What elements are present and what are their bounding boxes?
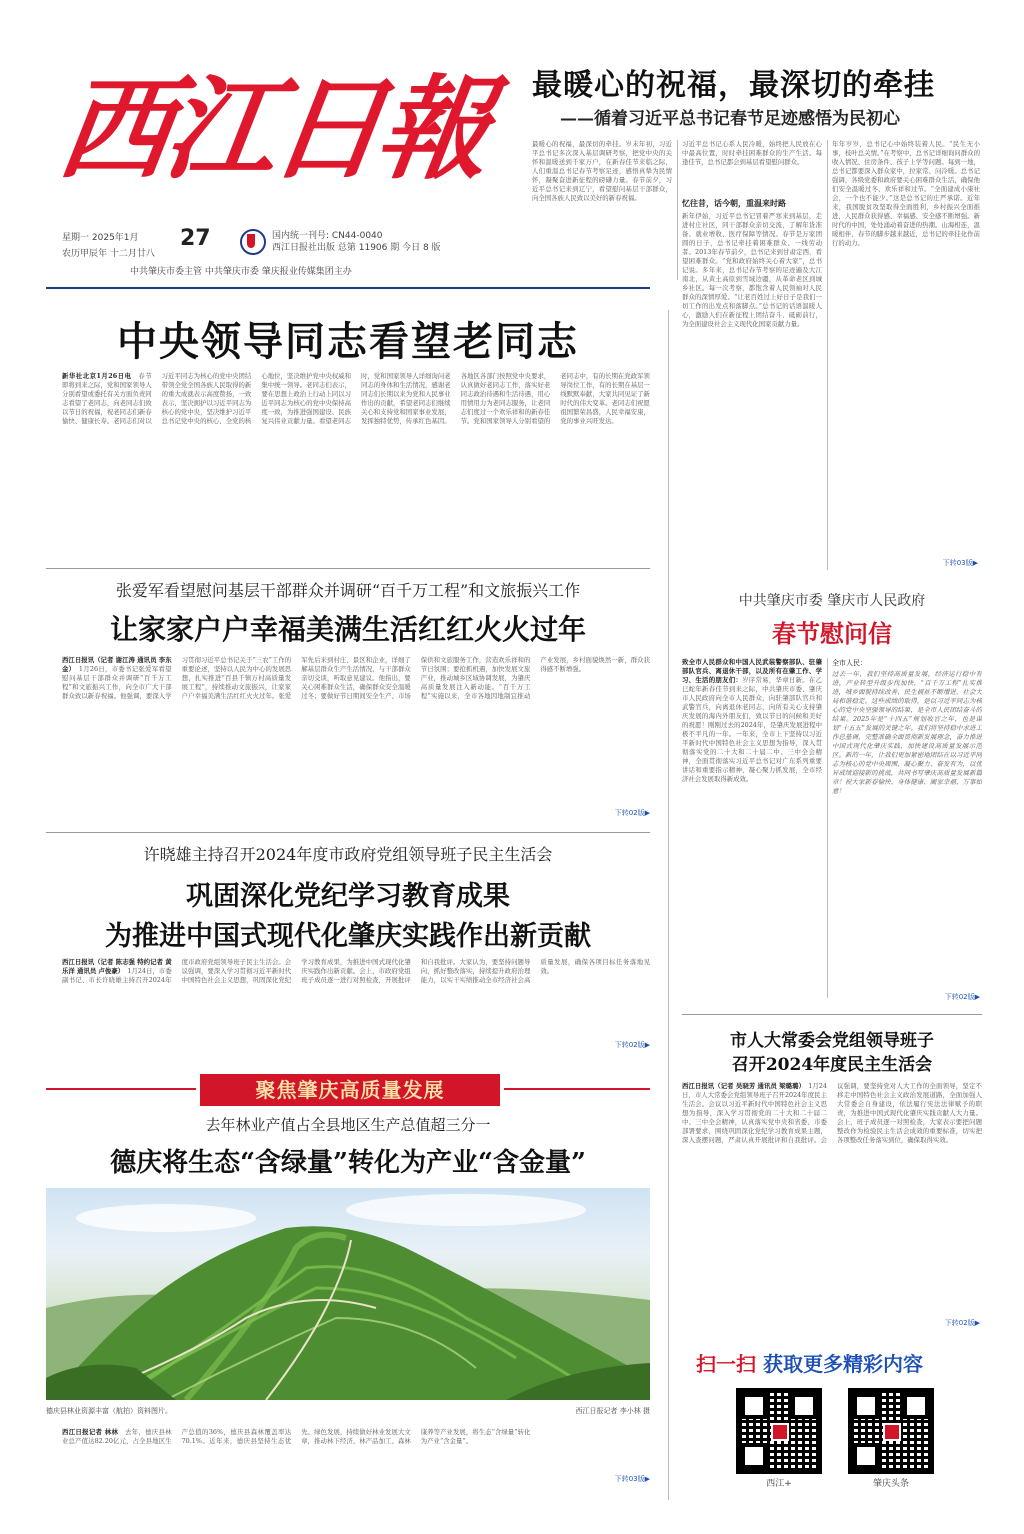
sponsor-line: 中共肇庆市委主管 中共肇庆市委 肇庆报业传媒集团主办: [130, 267, 352, 277]
lead-dateline: 新华社北京1月26日电: [62, 372, 132, 380]
letter-jump: 下转02版▶: [944, 993, 980, 1001]
feature-banner: 聚焦肇庆高质量发展: [200, 1074, 500, 1106]
top-right-col1: 最暖心的祝福，最深切的牵挂。岁末年初，习近平总书记多次深入基层调研考察，把党中央的关怀和温暖送到千家万户，在新春佳节来临之际，人们重温总书记春节考察足迹，感悟真挚为民情怀，凝聚奋进新征程的磅礴力量。春节前夕，习近平总书记来到辽宁，看望慰问基层干部群众，向全国各族人民致以美好的新春祝福。: [532, 140, 672, 202]
weekday: 星期一: [62, 233, 90, 243]
story3-jump: 下转02版▶: [614, 1041, 650, 1049]
top-right-section-head: 忆往昔，话今朝，重温来时路: [682, 199, 786, 208]
issue-number: 总第 11906 期 今日 8 版: [337, 243, 441, 253]
story3-headline2: 为推进中国式现代化肇庆实践作出新贡献: [105, 921, 591, 952]
story3-byline: 西江日报讯（记者 陈志强 特约记者 黄乐洋 通讯员 卢俊豪）: [62, 958, 172, 975]
story2-byline: 西江日报讯（记者 谢江涛 通讯员 李东金）: [62, 656, 172, 673]
scan-more-label: 获取更多精彩内容: [762, 1352, 923, 1376]
date: 2025年1月: [91, 233, 139, 243]
letter-salutation: 全市人民：: [832, 659, 867, 667]
logo-icon: [240, 229, 266, 255]
story3-kicker: 许晓雄主持召开2024年度市政府党组领导班子民主生活会: [143, 845, 553, 864]
feature-byline: 西江日报记者 林林: [62, 1428, 119, 1436]
publisher: 西江日报社出版: [272, 243, 336, 253]
hill-landscape-image: [46, 1188, 650, 1400]
feature-jump: 下转03版▶: [614, 1475, 650, 1483]
letter-title: 春节慰问信: [772, 619, 892, 648]
day-number: 27: [180, 226, 211, 251]
story2-headline: 让家家户户幸福美满生活红红火火过年: [109, 613, 586, 646]
letter-issuer: 中共肇庆市委 肇庆市人民政府: [738, 593, 926, 609]
lead-body: 新华社北京1月26日电 春节即将到来之际，党和国家领导人分别看望或委托有关方面负责同志看望了老同志，向老同志们致以节日的祝福，祝老同志们新春愉快、健康长寿。老同志们对以习近平同志为核心的党中央团结带领全党全国各族人民取得的新的重大成就表示高度赞扬，一致表示，坚决拥护以习近平同志为核心的党中央，坚决维护习近平总书记党中央的核心、全党的核心地位，坚决维护党中央权威和集中统一领导。老同志们表示，要在思想上政治上行动上同以习近平同志为核心的党中央保持高度一致，为推进强国建设、民族复兴伟业贡献力量。看望老同志时，党和国家领导人详细询问老同志的身体和生活情况，感谢老同志们长期以来为党和人民事业作出的贡献，希望老同志们继续关心和支持党和国家事业发展，发挥独特优势，传承红色基因。各地区各部门按照党中央要求，认真做好老同志工作，落实好老同志政治待遇和生活待遇，用心用情用力为老同志服务，让老同志们度过一个欢乐祥和的新春佳节。党和国家领导人分别看望的老同志中，有的长期在党政军领导岗位工作，有的长期在基层一线默默奉献，大家共同见证了新时代的伟大变革。老同志们祝愿祖国繁荣昌盛，人民幸福安康，党的事业兴旺发达。: [62, 372, 650, 425]
letter-body-col2: 过去一年，我们坚持高质量发展，经济运行稳中有进，产业转型升级步伐加快，“百千万工程”扎实推进，城乡面貌持续改善，民生福祉不断增进，社会大局和谐稳定。这些成绩的取得，是以习近平同志为核心的党中央坚强领导的结果，是全市人民团结奋斗的结果。2025年是“十四五”规划收官之年，也是谋划“十五五”发展的关键之年。我们将坚持稳中求进工作总基调，完整准确全面贯彻新发展理念，奋力推进中国式现代化肇庆实践，加快建设高质量发展示范区。新的一年，让我们更加紧密地团结在以习近平同志为核心的党中央周围，凝心聚力、奋发有为，以优异成绩迎接新的挑战，共同书写肇庆高质量发展新篇章！祝大家新春愉快、身体健康、阖家幸福、万事如意！: [832, 670, 982, 795]
story4-jump: 下转02版▶: [944, 1319, 980, 1327]
letter-body-col1: 致全市人民群众和中国人民武装警察部队、驻肇部队官兵、离退休干部，以及所有在肇工作、学习、生活的朋友们：岁序常易，华章日新。在乙巳蛇年新春佳节到来之际，中共肇庆市委、肇庆市人民政府向全市人民群众，向驻肇部队官兵和武警官兵，向离退休老同志，向所有关心支持肇庆发展的海内外朋友们，致以节日的问候和美好的祝愿！刚刚过去的2024年，是肇庆发展进程中极不平凡的一年。一年来，全市上下坚持以习近平新时代中国特色社会主义思想为指导，深入贯彻落实党的二十大和二十届二中、三中全会精神，全面贯彻落实习近平总书记对广东系列重要讲话和重要指示精神，凝心聚力抓发展，全市经济社会发展取得新成效。: [682, 658, 822, 783]
qr2-label: 肇庆头条: [872, 1479, 909, 1489]
top-right-subhead: ——循着习近平总书记春节足迹感悟为民初心: [560, 109, 900, 129]
feature-body: 西江日报记者 林林 去年，德庆县林业总产值达82.20亿元，占全县地区生产总值的36%，德庆县森林覆盖率达70.1%。近年来，德庆县坚持生态优先、绿色发展，持续做好林业发展大文章，推动林下经济、林产品加工、森林康养等产业发展，将生态“含绿量”转化为产业“含金量”。: [62, 1428, 531, 1445]
story2-jump: 下转02版▶: [614, 809, 650, 817]
top-right-headline: 最暖心的祝福，最深切的牵挂: [532, 68, 935, 103]
qr-logo-icon: [771, 1423, 789, 1441]
top-right-jump: 下转03版▶: [942, 559, 978, 567]
story2-kicker: 张爱军看望慰问基层干部群众并调研“百千万工程”和文旅振兴工作: [115, 581, 581, 600]
qr-code-xijiang[interactable]: [736, 1388, 822, 1474]
top-right-col2a: 习近平总书记心系人民冷暖，始终把人民放在心中最高位置，时时牵挂困难群众的生产生活。每逢佳节，总书记都会到基层看望慰问群众。: [682, 140, 822, 166]
lunar-date: 农历甲辰年 十二月廿八: [62, 249, 155, 259]
feature-headline: 德庆将生态“含绿量”转化为产业“含金量”: [110, 1148, 586, 1178]
feature-photo: [46, 1188, 650, 1400]
scan-prompt: [696, 1348, 986, 1377]
story3-body: 西江日报讯（记者 陈志强 特约记者 黄乐洋 通讯员 卢俊豪） 1月24日，市委副书记、市长许晓雄主持召开2024年度市政府党组领导班子民主生活会。会议强调，要深入学习贯彻习近平新时代中国特色社会主义思想，巩固深化党纪学习教育成果，为推进中国式现代化肇庆实践作出新贡献。会上，市政府党组班子成员逐一进行对照检查，开展批评和自我批评。大家认为，要坚持问题导向，抓好整改落实，持续提升政府治理能力，以实干实绩推动全市经济社会高质量发展，确保各项目标任务落地见效。: [62, 958, 650, 984]
scan-label: 扫一扫: [696, 1352, 756, 1376]
feature-kicker: 去年林业产值占全县地区生产总值超三分一: [205, 1116, 491, 1134]
top-right-col2b: 新年伊始，习近平总书记冒着严寒来到基层，走进村庄社区，同干部群众亲切交流，了解年货准备、就业增收、医疗保障等情况。春节是万家团圆的日子，总书记牵挂着困难群众、一线劳动者。2013年春节前夕，总书记来到甘肃定西，看望困难群众。“党和政府始终关心着大家”，总书记说。多年来，总书记春节考察的足迹遍及大江南北，从黄土高原到雪域边疆，从革命老区到城乡社区。每一次考察，都饱含着人民领袖对人民群众的深情厚爱。“让老百姓过上好日子是我们一切工作的出发点和落脚点。”总书记的话语温暖人心，激励人们在新征程上团结奋斗、砥砺前行，为全面建设社会主义现代化国家贡献力量。: [682, 212, 822, 328]
feature-caption-left: 德庆县林业资源丰富（航拍）资料图片。: [46, 1407, 172, 1415]
story2-body: 西江日报讯（记者 谢江涛 通讯员 李东金） 1月26日，市委书记张爱军看望慰问基层干部群众并调研“百千万工程”和文旅振兴工作，向全市广大干部群众致以新春祝福。他强调，要深入学习贯彻习近平总书记关于“三农”工作的重要论述，坚持以人民为中心的发展思想，扎实推进“百县千镇万村高质量发展工程”，持续推动文旅振兴，让家家户户幸福美满生活红红火火过年。张爱军先后来到村庄、景区和企业，详细了解基层群众生产生活情况，与干部群众亲切交谈，听取意见建议。他指出，要关心困难群众生活，确保群众安全温暖过冬；要做好节日期间安全生产、市场保供和文旅服务工作，营造欢乐祥和的节日氛围；要抢抓机遇，加快发展文旅产业，推动城乡区域协调发展，为肇庆高质量发展注入新动能。“百千万工程”实施以来，全市各地因地制宜推动产业发展，乡村面貌焕然一新，群众获得感不断增强。: [62, 656, 650, 700]
story3-headline1: 巩固深化党纪学习教育成果: [186, 881, 510, 912]
feature-caption-right: 西江日报记者 李小林 摄: [575, 1407, 650, 1415]
story4-body: 西江日报讯（记者 吴晓芳 通讯员 梁璐璐） 1月24日，市人大常委会党组领导班子召开2024年度民主生活会。会议以习近平新时代中国特色社会主义思想为指导，深入学习贯彻党的二十大和二十届二中、三中全会精神，认真落实党中央和省委、市委部署要求，围绕巩固深化党纪学习教育成果主题，深入查摆问题，严肃认真开展批评和自我批评。会议强调，要坚持党对人大工作的全面领导，坚定不移走中国特色社会主义政治发展道路，全面加强人大常委会自身建设，依法履行宪法法律赋予的职责，为推进中国式现代化肇庆实践贡献人大力量。会上，班子成员逐一对照检查，大家表示要把问题整改作为检验民主生活会成效的重要标准，切实把各项整改任务落实到位，确保取得实效。: [682, 1082, 982, 1144]
story4-headline2: 召开2024年度民主生活会: [731, 1055, 933, 1075]
issn-code: 国内统一刊号: CN44-0040: [272, 231, 383, 241]
qr-logo-icon: [883, 1423, 901, 1441]
dateline-codes: [272, 230, 472, 254]
top-right-col3: 年年岁岁，总书记心中始终装着人民。“民生无小事，枝叶总关情。”在考察中，总书记详细询问群众的收入情况、住房条件、孩子上学等问题。每到一地，总书记都要深入群众家中，拉家常、问冷暖。总书记强调，各级党委和政府要关心困难群众生活，确保他们安全温暖过冬、欢乐祥和过节。“全面建成小康社会，一个也不能少。”这是总书记的庄严承诺。近年来，我国脱贫攻坚取得全面胜利，乡村振兴全面推进，人民群众获得感、幸福感、安全感不断增强。新时代的中国，处处涌动着奋进的热潮。山海相连，温暖相伴，春节的脚步越来越近，总书记的牵挂化作前行的动力。: [832, 140, 980, 247]
story4-headline1: 市人大常委会党组领导班子: [730, 1031, 934, 1051]
masthead-title: 西江日報: [50, 64, 494, 195]
qr-code-toutiao[interactable]: [848, 1388, 934, 1474]
lead-headline: 中央领导同志看望老同志: [117, 319, 579, 365]
qr1-label: 西江+: [766, 1479, 792, 1489]
story4-byline: 西江日报讯（记者 吴晓芳 通讯员 梁璐璐）: [682, 1082, 802, 1090]
